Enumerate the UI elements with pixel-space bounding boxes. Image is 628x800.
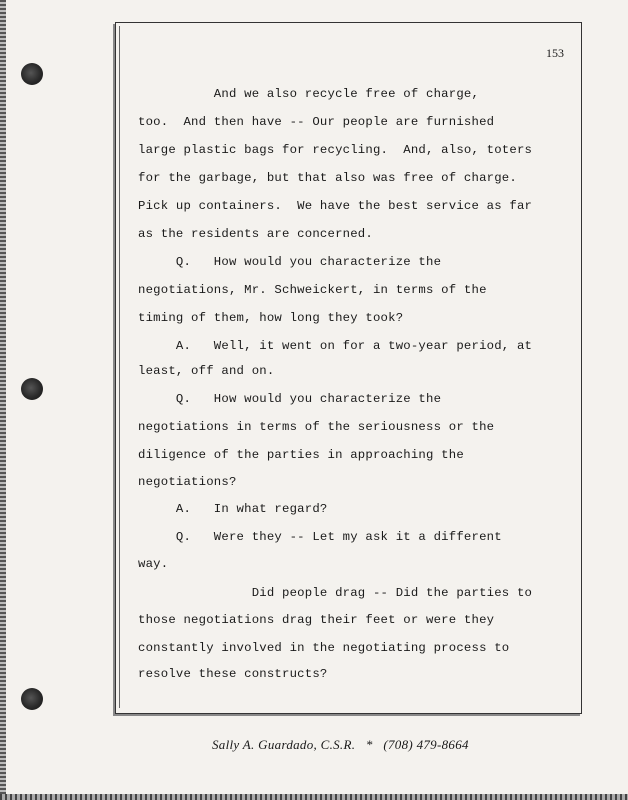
scan-edge-bottom: [0, 794, 628, 800]
transcript-line: And we also recycle free of charge,: [138, 87, 480, 101]
page-number: 153: [546, 46, 564, 60]
transcript-line: timing of them, how long they took?: [138, 311, 404, 325]
transcript-line: Q. How would you characterize the: [138, 392, 442, 406]
transcript-line: A. Well, it went on for a two-year period, at: [138, 339, 533, 353]
transcript-line: resolve these constructs?: [138, 667, 328, 681]
transcript-line: diligence of the parties in approaching the: [138, 448, 464, 462]
transcript-line: as the residents are concerned.: [138, 227, 373, 241]
reporter-footer: Sally A. Guardado, C.S.R. * (708) 479-8664: [212, 737, 469, 752]
transcript-line: Pick up containers. We have the best service as far: [138, 199, 533, 213]
binder-hole-middle: [21, 378, 43, 400]
transcript-line: A. In what regard?: [138, 502, 328, 516]
transcript-line: negotiations, Mr. Schweickert, in terms of the: [138, 283, 487, 297]
transcript-line: Q. Were they -- Let my ask it a different: [138, 530, 502, 544]
transcript-line: large plastic bags for recycling. And, also, toters: [138, 143, 533, 157]
transcript-line: Did people drag -- Did the parties to: [138, 586, 533, 600]
transcript-line: for the garbage, but that also was free of charge.: [138, 171, 517, 185]
transcript-line: those negotiations drag their feet or were they: [138, 613, 495, 627]
transcript-line: negotiations?: [138, 475, 237, 489]
transcript-line: Q. How would you characterize the: [138, 255, 442, 269]
transcript-line: least, off and on.: [138, 364, 275, 378]
transcript-line: negotiations in terms of the seriousness or the: [138, 420, 495, 434]
transcript-line: way.: [138, 557, 169, 571]
binder-hole-top: [21, 63, 43, 85]
scan-edge-left: [0, 0, 6, 800]
binder-hole-bottom: [21, 688, 43, 710]
transcript-line: constantly involved in the negotiating process to: [138, 641, 510, 655]
transcript-line: too. And then have -- Our people are furnished: [138, 115, 495, 129]
